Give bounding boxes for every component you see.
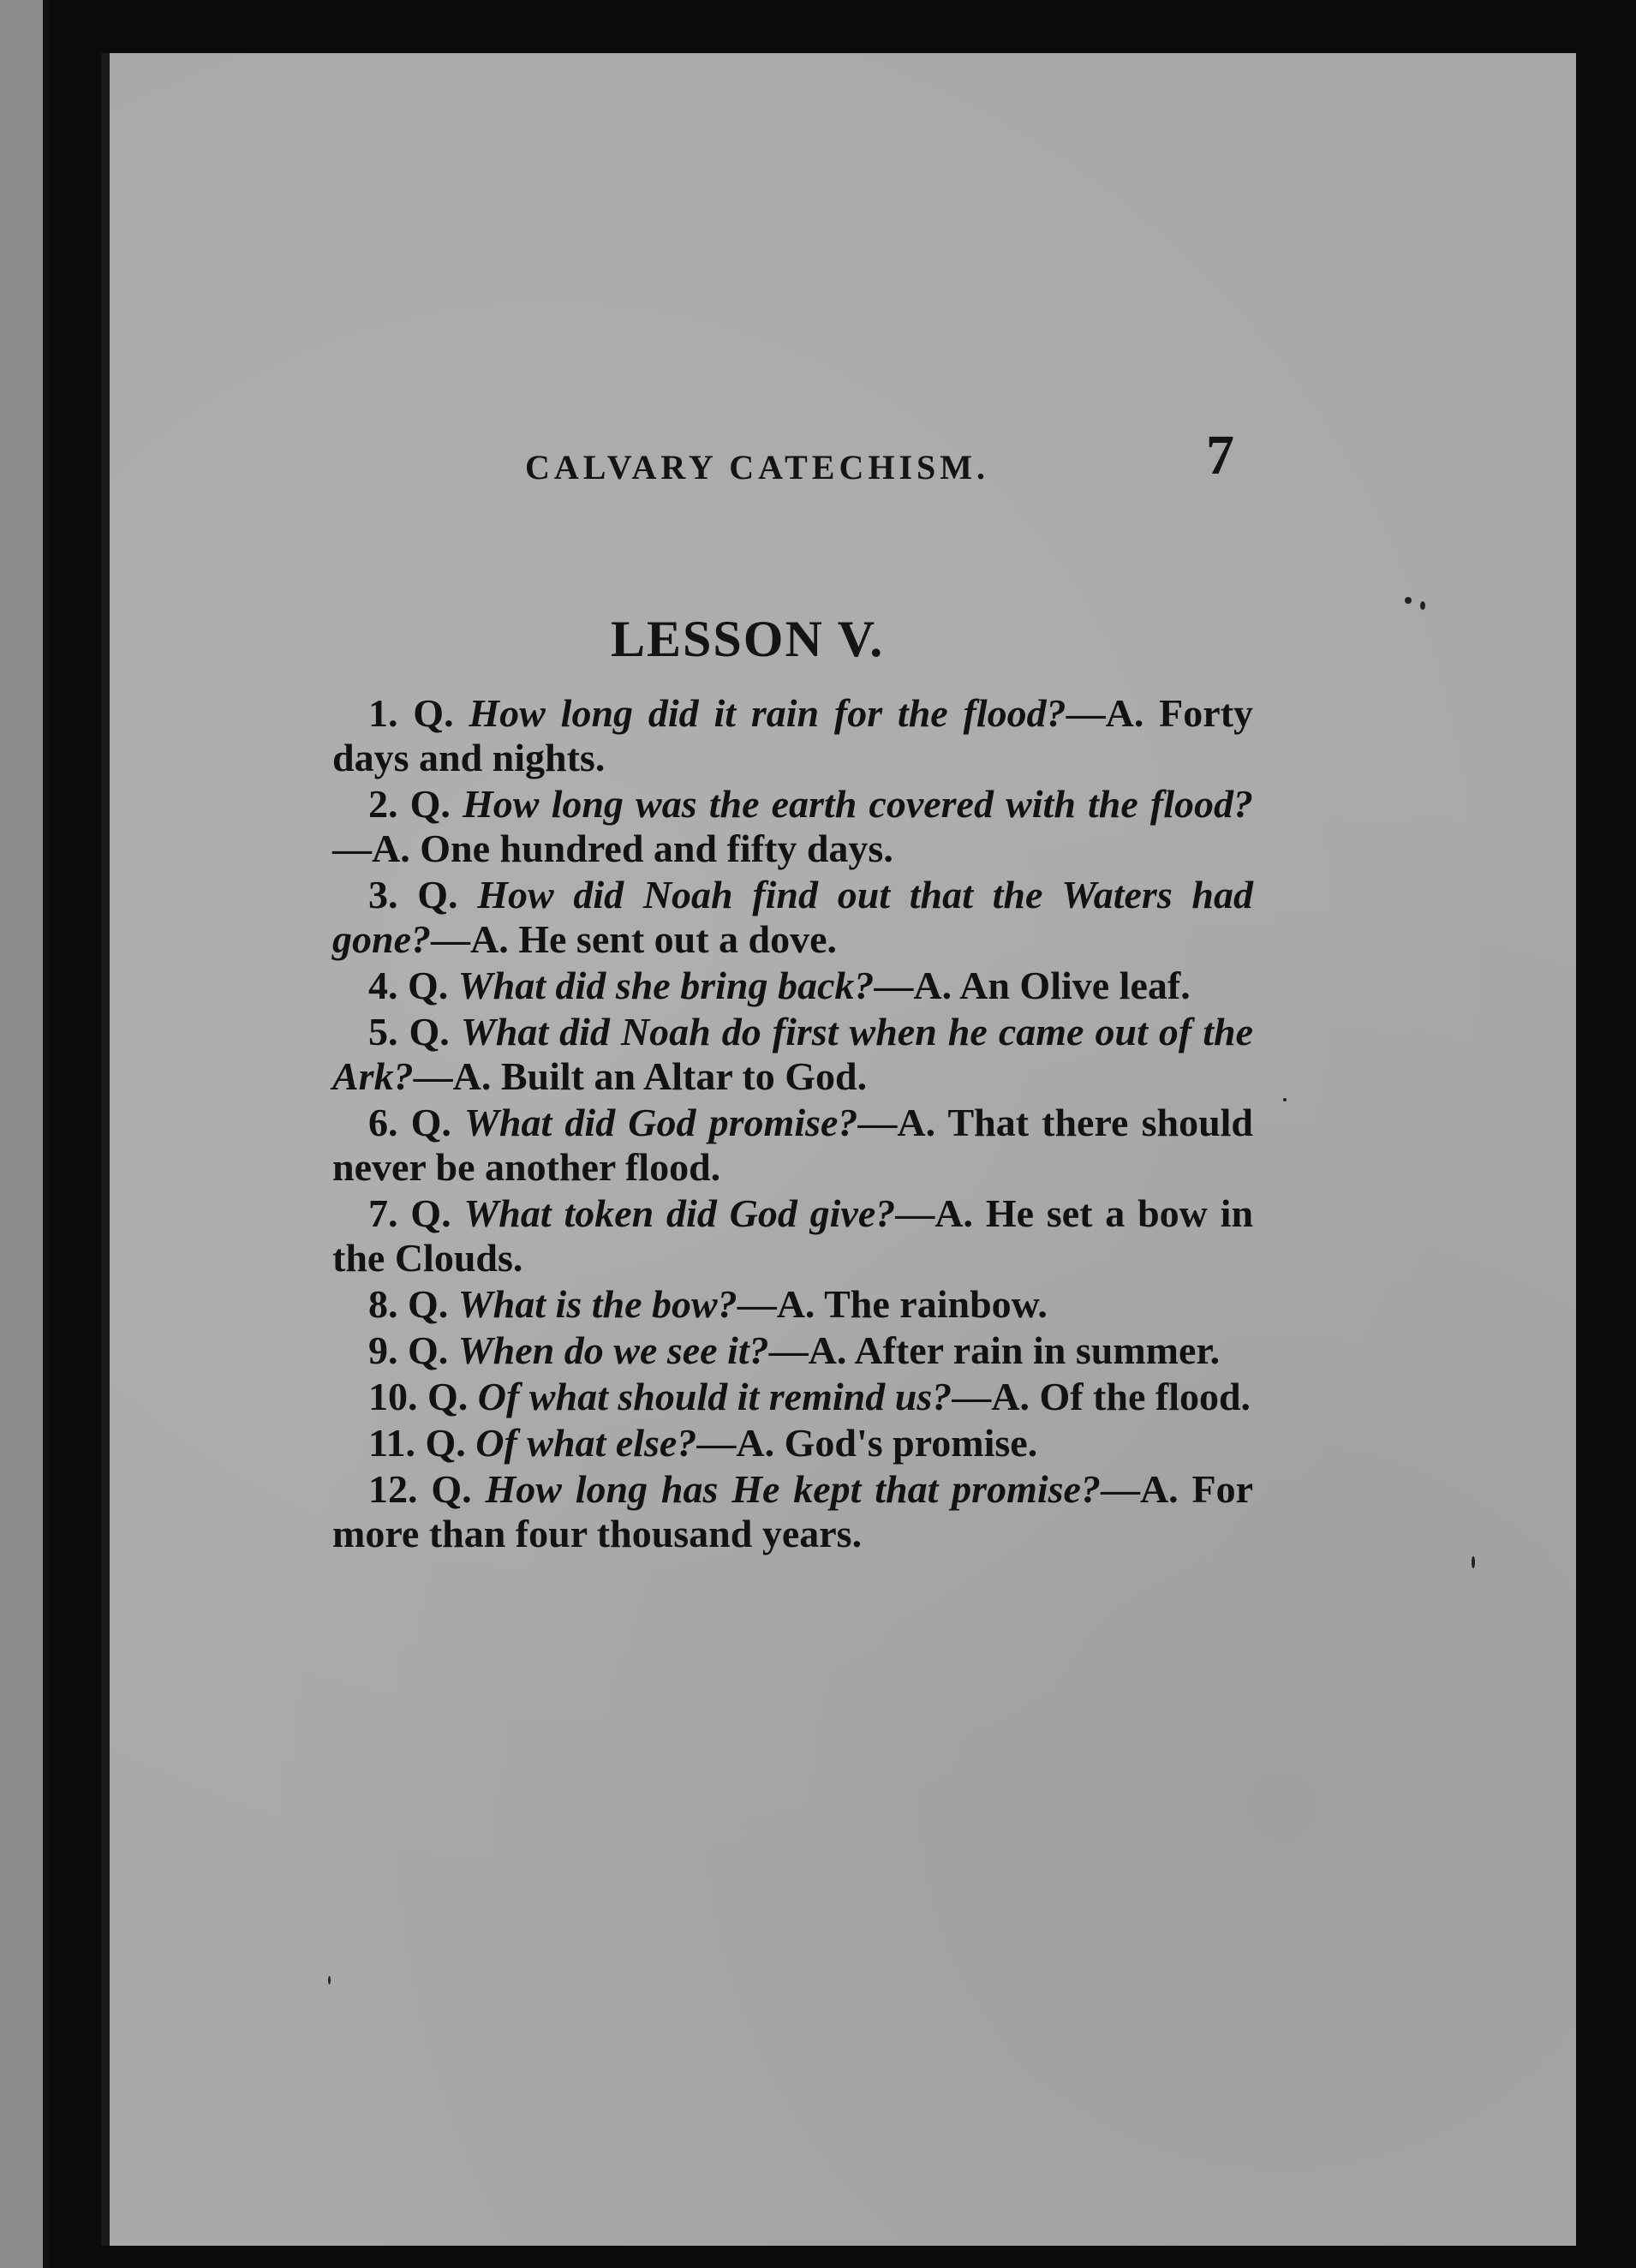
book-page — [101, 53, 1576, 2246]
qa-answer-lead: —A. — [737, 1282, 815, 1326]
qa-question: What did God promise? — [464, 1101, 858, 1144]
qa-answer-lead: —A. — [1066, 691, 1144, 735]
qa-number: 3. Q. — [368, 873, 458, 916]
qa-item-3 — [332, 873, 1253, 962]
qa-number: 4. Q. — [368, 964, 449, 1007]
lesson-title: LESSON V. — [611, 611, 885, 667]
scan-speck — [1472, 1556, 1475, 1568]
qa-question: How did Noah find out that the Waters had gone? — [332, 873, 1254, 961]
qa-answer: After rain in summer. — [854, 1328, 1221, 1372]
qa-answer-lead: —A. — [413, 1054, 492, 1098]
qa-item-7 — [332, 1191, 1253, 1280]
qa-answer: An Olive leaf. — [959, 964, 1191, 1007]
qa-item-5 — [332, 1010, 1253, 1099]
qa-number: 9. Q. — [368, 1328, 449, 1372]
running-head — [525, 423, 1245, 500]
qa-item-12 — [332, 1467, 1253, 1556]
qa-answer-lead: —A. — [332, 827, 410, 870]
qa-answer-lead: —A. — [857, 1101, 936, 1144]
qa-question: What is the bow? — [457, 1282, 737, 1326]
qa-item-9 — [332, 1328, 1253, 1373]
qa-answer-lead: —A. — [696, 1421, 775, 1465]
qa-answer: Forty days and nights. — [332, 691, 1254, 779]
qa-answer: For more than four thousand years. — [332, 1467, 1254, 1555]
qa-number: 10. Q. — [368, 1375, 469, 1418]
qa-answer-lead: —A. — [895, 1191, 974, 1235]
qa-item-4 — [332, 964, 1253, 1008]
qa-question: How long was the earth covered with the flood? — [463, 782, 1253, 826]
qa-question: How long did it rain for the flood? — [469, 691, 1066, 735]
qa-answer: Of the flood. — [1039, 1375, 1251, 1418]
qa-question: What token did God give? — [463, 1191, 896, 1235]
qa-question: What did she bring back? — [457, 964, 875, 1007]
qa-answer-lead: —A. — [431, 917, 509, 961]
qa-number: 2. Q. — [368, 782, 451, 826]
qa-question: Of what else? — [475, 1421, 697, 1465]
qa-answer: God's promise. — [784, 1421, 1038, 1465]
qa-number: 6. Q. — [368, 1101, 451, 1144]
qa-item-8 — [332, 1282, 1253, 1327]
qa-answer: The rainbow. — [824, 1282, 1048, 1326]
scan-speck — [328, 1976, 331, 1984]
qa-number: 12. Q. — [368, 1467, 472, 1511]
qa-number: 11. Q. — [368, 1421, 466, 1465]
scan-speck — [1405, 597, 1412, 604]
qa-answer-lead: —A. — [952, 1375, 1030, 1418]
page-number: 7 — [1206, 424, 1234, 486]
qa-answer: Built an Altar to God. — [500, 1054, 868, 1098]
qa-answer: He sent out a dove. — [518, 917, 838, 961]
question-answer-list — [332, 691, 1253, 1556]
qa-question: Of what should it remind us? — [477, 1375, 952, 1418]
qa-item-6 — [332, 1101, 1253, 1190]
qa-question: What did Noah do first when he came out of the Ark? — [332, 1010, 1254, 1098]
qa-question: How long has He kept that promise? — [485, 1467, 1101, 1511]
qa-answer: One hundred and fifty days. — [420, 827, 893, 870]
qa-item-11 — [332, 1421, 1253, 1465]
scan-speck — [1283, 1098, 1287, 1101]
qa-answer-lead: —A. — [874, 964, 952, 1007]
qa-item-2 — [332, 782, 1253, 871]
qa-number: 8. Q. — [368, 1282, 449, 1326]
previous-page-edge — [0, 0, 50, 2268]
qa-answer-lead: —A. — [768, 1328, 847, 1372]
qa-item-1 — [332, 691, 1253, 780]
qa-number: 1. Q. — [368, 691, 454, 735]
running-title: CALVARY CATECHISM. — [525, 448, 990, 486]
scan-speck — [1420, 601, 1425, 610]
qa-question: When do we see it? — [457, 1328, 769, 1372]
qa-answer-lead: —A. — [1100, 1467, 1179, 1511]
qa-number: 5. Q. — [368, 1010, 450, 1053]
qa-item-10 — [332, 1375, 1253, 1419]
qa-answer: He set a bow in the Clouds. — [332, 1191, 1254, 1280]
qa-number: 7. Q. — [368, 1191, 451, 1235]
qa-answer: That there should never be another flood. — [332, 1101, 1254, 1189]
